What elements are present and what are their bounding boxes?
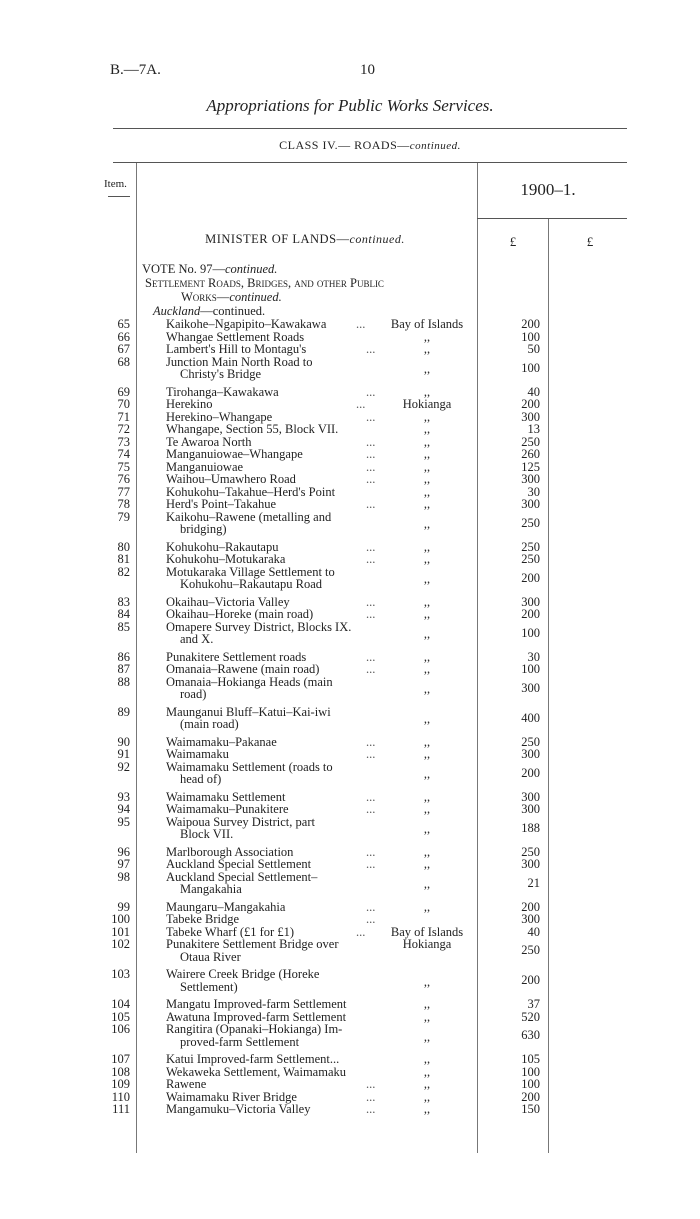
item-description xyxy=(166,748,390,761)
item-column-header: Item. xyxy=(104,178,127,190)
leader-dots: ... xyxy=(366,607,376,621)
leader-dots: ... xyxy=(366,409,376,424)
amount: 100 xyxy=(521,662,540,676)
item-number: 84 xyxy=(117,607,130,621)
description-line: Okaihau–Horeke (main road) xyxy=(166,607,314,621)
item-number: 101 xyxy=(111,924,130,939)
item-description xyxy=(166,1023,390,1048)
district: ,, xyxy=(423,682,431,696)
description-line: Wekaweka Settlement, Waimamaku xyxy=(166,1064,346,1079)
item-description xyxy=(166,473,390,486)
amount: 300 xyxy=(521,409,540,424)
amount: 100 xyxy=(521,329,540,344)
district: ,, xyxy=(423,1052,431,1066)
amount: 300 xyxy=(521,747,540,761)
minister-heading-text: MINISTER OF LANDS— xyxy=(205,232,350,246)
description-line: Manganuiowae xyxy=(166,459,244,474)
amount: 125 xyxy=(521,459,540,474)
item-number: 82 xyxy=(117,564,130,579)
leader-dots: ... xyxy=(366,497,376,511)
description-line: Lambert's Hill to Montagu's xyxy=(166,342,307,356)
item-header-underline xyxy=(108,196,130,197)
description-line: Rangitira (Opanaki–Hokianga) Im- xyxy=(166,1022,343,1036)
leader-dots: ... xyxy=(366,539,376,554)
district: ,, xyxy=(423,1009,431,1024)
district: ,, xyxy=(423,997,431,1011)
item-number: 89 xyxy=(117,704,130,719)
description-continuation: (main road) xyxy=(180,717,239,731)
vote-heading xyxy=(142,262,277,277)
leader-dots: ... xyxy=(366,552,376,566)
district: ,, xyxy=(423,434,431,449)
item-number: 83 xyxy=(117,594,130,609)
amount: 300 xyxy=(521,802,540,816)
item-description xyxy=(166,871,390,896)
item-description xyxy=(166,553,390,566)
description-continuation: Mangakahia xyxy=(180,882,242,896)
amount: 260 xyxy=(521,447,540,461)
item-description xyxy=(166,621,390,646)
document-code: B.—7A. xyxy=(110,62,161,78)
district: ,, xyxy=(423,789,431,804)
amount: 50 xyxy=(527,342,540,356)
item-number: 68 xyxy=(117,354,130,369)
item-description xyxy=(166,998,390,1011)
item-number: 80 xyxy=(117,539,130,554)
item-number: 93 xyxy=(117,789,130,804)
district: ,, xyxy=(423,572,431,586)
region-name: Auckland xyxy=(153,304,201,318)
district: ,, xyxy=(423,857,431,871)
item-number: 71 xyxy=(117,409,130,424)
item-number: 99 xyxy=(117,899,130,914)
description-line: Kohukohu–Takahue–Herd's Point xyxy=(166,484,336,499)
class-title xyxy=(0,138,700,153)
amount: 100 xyxy=(521,1077,540,1091)
district: ,, xyxy=(423,329,431,344)
total-column-rule xyxy=(548,218,549,1153)
item-number: 73 xyxy=(117,434,130,449)
district: Bay of Islands xyxy=(390,317,464,331)
amount: 250 xyxy=(521,844,540,859)
district: ,, xyxy=(423,1029,431,1044)
item-description xyxy=(166,676,390,701)
item-description xyxy=(166,1103,390,1116)
description-line: Mangatu Improved-farm Settlement xyxy=(166,997,347,1011)
item-description xyxy=(166,498,390,511)
item-number: 65 xyxy=(117,317,130,331)
district: ,, xyxy=(423,1102,431,1116)
item-description xyxy=(166,706,390,731)
item-number: 88 xyxy=(117,674,130,689)
amount: 300 xyxy=(521,912,540,926)
description-line: Punakitere Settlement roads xyxy=(166,649,307,664)
amount: 250 xyxy=(521,943,540,958)
item-number: 87 xyxy=(117,662,130,676)
amount: 300 xyxy=(521,857,540,871)
item-description xyxy=(166,343,390,356)
item-number: 110 xyxy=(111,1089,130,1104)
item-number: 102 xyxy=(111,937,130,951)
item-number: 92 xyxy=(117,759,130,774)
district: Hokianga xyxy=(402,397,452,411)
leader-dots: ... xyxy=(366,384,376,399)
item-description xyxy=(166,663,390,676)
district: ,, xyxy=(423,1064,431,1079)
description-line: Waimamaku–Pakanae xyxy=(166,734,277,749)
vote-heading-cont: continued. xyxy=(224,262,278,276)
amount: 100 xyxy=(521,1064,540,1079)
amount: 250 xyxy=(521,515,540,530)
description-line: Manganuiowae–Whangape xyxy=(166,447,303,461)
district: ,, xyxy=(423,734,431,749)
amount: 30 xyxy=(527,484,540,499)
district: ,, xyxy=(423,1089,431,1104)
item-number: 94 xyxy=(117,802,130,816)
amount: 250 xyxy=(521,539,540,554)
description-line: Omapere Survey District, Blocks IX. xyxy=(166,619,352,634)
item-number: 72 xyxy=(117,422,130,436)
description-line: Whangae Settlement Roads xyxy=(166,329,305,344)
section-heading-line2 xyxy=(181,290,282,305)
description-line: Kaikohe–Ngapipito–Kawakawa xyxy=(166,317,327,331)
item-number: 79 xyxy=(117,509,130,524)
item-number: 78 xyxy=(117,497,130,511)
description-line: Waimamaku xyxy=(166,747,229,761)
year-header-underline xyxy=(477,218,627,219)
amount: 300 xyxy=(521,497,540,511)
description-continuation: Otaua River xyxy=(180,949,241,964)
district: ,, xyxy=(423,517,431,531)
description-line: Junction Main North Road to xyxy=(166,354,313,369)
district: Bay of Islands xyxy=(390,924,464,939)
description-continuation: Block VII. xyxy=(180,827,234,841)
amount: 200 xyxy=(521,570,540,585)
leader-dots: ... xyxy=(366,747,376,761)
amount: 200 xyxy=(521,607,540,621)
district: ,, xyxy=(423,974,431,989)
description-line: Auckland Special Settlement– xyxy=(166,869,318,884)
description-continuation: head of) xyxy=(180,772,222,786)
item-number: 66 xyxy=(117,329,130,344)
item-number: 76 xyxy=(117,472,130,486)
item-description xyxy=(166,356,390,381)
description-line: Maungaru–Mangakahia xyxy=(166,899,286,914)
district: ,, xyxy=(423,384,431,399)
leader-dots: ... xyxy=(366,857,376,871)
description-line: Kaikohu–Rawene (metalling and xyxy=(166,509,332,524)
description-line: Waimamaku–Punakitere xyxy=(166,802,289,816)
amount: 40 xyxy=(527,384,540,399)
district: ,, xyxy=(423,422,431,436)
item-description xyxy=(166,938,390,963)
description-continuation: bridging) xyxy=(180,522,227,536)
amount: 250 xyxy=(521,552,540,566)
item-number: 104 xyxy=(111,997,130,1011)
description-line: Tabeke Wharf (£1 for £1) xyxy=(166,924,295,939)
description-line: Tirohanga–Kawakawa xyxy=(166,384,279,399)
amount: 100 xyxy=(521,625,540,640)
amount: 630 xyxy=(521,1028,540,1043)
item-number: 81 xyxy=(117,552,130,566)
item-description xyxy=(166,968,390,993)
description-continuation: proved-farm Settlement xyxy=(180,1034,300,1049)
item-description xyxy=(166,608,390,621)
item-number: 86 xyxy=(117,649,130,664)
item-number: 77 xyxy=(117,484,130,499)
description-line: Wairere Creek Bridge (Horeke xyxy=(166,967,320,981)
item-number: 97 xyxy=(117,857,130,871)
description-line: Punakitere Settlement Bridge over xyxy=(166,937,339,951)
leader-dots: ... xyxy=(366,1102,376,1116)
leader-dots: ... xyxy=(366,912,376,926)
description-line: Herekino–Whangape xyxy=(166,409,273,424)
leader-dots: ... xyxy=(366,734,376,749)
item-description xyxy=(166,448,390,461)
item-number: 69 xyxy=(117,384,130,399)
district: ,, xyxy=(423,552,431,566)
district: ,, xyxy=(423,447,431,461)
currency-symbol-total: £ xyxy=(586,234,594,249)
description-line: Awatuna Improved-farm Settlement xyxy=(166,1009,347,1024)
amount: 200 xyxy=(521,765,540,780)
rule-top xyxy=(113,128,627,129)
leader-dots: ... xyxy=(366,434,376,449)
amount: 250 xyxy=(521,434,540,449)
amount: 40 xyxy=(527,924,540,939)
item-number: 100 xyxy=(111,912,130,926)
amount: 200 xyxy=(521,397,540,411)
amount: 250 xyxy=(521,734,540,749)
description-continuation: Kohukohu–Rakautapu Road xyxy=(180,577,322,591)
description-line: Herekino xyxy=(166,397,213,411)
description-continuation: Settlement) xyxy=(180,979,238,994)
item-description xyxy=(166,511,390,536)
district: ,, xyxy=(423,844,431,859)
description-line: Katui Improved-farm Settlement... xyxy=(166,1052,340,1066)
leader-dots: ... xyxy=(366,649,376,664)
description-line: Okaihau–Victoria Valley xyxy=(166,594,290,609)
amount: 200 xyxy=(521,1089,540,1104)
leader-dots: ... xyxy=(366,662,376,676)
amount: 21 xyxy=(527,875,540,890)
description-line: Waipoua Survey District, part xyxy=(166,814,315,829)
amount: 300 xyxy=(521,472,540,486)
class-title-cont: continued. xyxy=(409,140,461,152)
leader-dots: ... xyxy=(356,397,366,411)
amount: 150 xyxy=(521,1102,540,1116)
district: ,, xyxy=(423,484,431,499)
amount: 200 xyxy=(521,317,540,331)
description-line: Waimamaku Settlement (roads to xyxy=(166,759,333,774)
item-number: 96 xyxy=(117,844,130,859)
leader-dots: ... xyxy=(366,789,376,804)
description-line: Omanaia–Hokianga Heads (main xyxy=(166,674,333,689)
district: ,, xyxy=(423,362,431,376)
district: ,, xyxy=(423,802,431,816)
description-line: Te Awaroa North xyxy=(166,434,252,449)
section-heading-line1: Settlement Roads, Bridges, and other Public xyxy=(145,276,384,290)
amount: 30 xyxy=(527,649,540,664)
section-heading-works: Works— xyxy=(181,290,230,304)
leader-dots: ... xyxy=(366,802,376,816)
item-number: 75 xyxy=(117,459,130,474)
item-description xyxy=(166,423,390,436)
leader-dots: ... xyxy=(366,899,376,914)
district: ,, xyxy=(423,607,431,621)
leader-dots: ... xyxy=(366,1089,376,1104)
item-number: 91 xyxy=(117,747,130,761)
district: ,, xyxy=(423,822,431,836)
item-description xyxy=(166,761,390,786)
description-line: Kohukohu–Rakautapu xyxy=(166,539,279,554)
item-description xyxy=(166,1053,390,1066)
district: ,, xyxy=(423,627,431,641)
amount: 520 xyxy=(521,1009,540,1024)
district: ,, xyxy=(423,712,431,726)
district: ,, xyxy=(423,747,431,761)
description-continuation: and X. xyxy=(180,632,214,646)
district: ,, xyxy=(423,594,431,609)
description-line: Tabeke Bridge xyxy=(166,912,240,926)
amount: 300 xyxy=(521,680,540,695)
rule-table-top xyxy=(113,162,627,163)
district: ,, xyxy=(423,342,431,356)
item-number: 103 xyxy=(111,967,130,981)
item-number: 111 xyxy=(112,1102,130,1116)
description-line: Motukaraka Village Settlement to xyxy=(166,564,335,579)
item-description xyxy=(166,566,390,591)
leader-dots: ... xyxy=(366,1077,376,1091)
item-description xyxy=(166,816,390,841)
description-line: Waimamaku Settlement xyxy=(166,789,286,804)
leader-dots: ... xyxy=(366,594,376,609)
district: ,, xyxy=(423,877,431,891)
amount: 188 xyxy=(521,820,540,835)
amount: 300 xyxy=(521,594,540,609)
district: ,, xyxy=(423,459,431,474)
item-number: 107 xyxy=(111,1052,130,1066)
district: ,, xyxy=(423,662,431,676)
amount: 400 xyxy=(521,710,540,725)
district: ,, xyxy=(423,497,431,511)
description-line: Mangamuku–Victoria Valley xyxy=(166,1102,311,1116)
amount: 200 xyxy=(521,899,540,914)
amount: 100 xyxy=(521,360,540,375)
amount: 37 xyxy=(527,997,540,1011)
item-number: 70 xyxy=(117,397,130,411)
item-number: 90 xyxy=(117,734,130,749)
item-description xyxy=(166,803,390,816)
amount: 105 xyxy=(521,1052,540,1066)
leader-dots: ... xyxy=(356,924,366,939)
description-continuation: Christy's Bridge xyxy=(180,367,262,381)
amount: 13 xyxy=(527,422,540,436)
description-line: Rawene xyxy=(166,1077,207,1091)
amount: 300 xyxy=(521,789,540,804)
item-column-rule xyxy=(136,163,137,1153)
district: Hokianga xyxy=(402,937,452,951)
item-number: 98 xyxy=(117,869,130,884)
item-description xyxy=(166,1078,390,1091)
leader-dots: ... xyxy=(366,447,376,461)
description-line: Whangape, Section 55, Block VII. xyxy=(166,422,339,436)
district: ,, xyxy=(423,899,431,914)
district: ,, xyxy=(423,472,431,486)
description-line: Auckland Special Settlement xyxy=(166,857,312,871)
district: ,, xyxy=(423,409,431,424)
page-number: 10 xyxy=(360,62,375,78)
description-line: Waimamaku River Bridge xyxy=(166,1089,297,1104)
item-number: 95 xyxy=(117,814,130,829)
leader-dots: ... xyxy=(366,459,376,474)
item-number: 74 xyxy=(117,447,130,461)
item-number: 85 xyxy=(117,619,130,634)
description-line: Omanaia–Rawene (main road) xyxy=(166,662,320,676)
leader-dots: ... xyxy=(366,472,376,486)
item-number: 109 xyxy=(111,1077,130,1091)
leader-dots: ... xyxy=(366,342,376,356)
description-line: Kohukohu–Motukaraka xyxy=(166,552,286,566)
leader-dots: ... xyxy=(366,844,376,859)
item-number: 108 xyxy=(111,1064,130,1079)
section-heading-cont: continued. xyxy=(229,290,282,304)
district: ,, xyxy=(423,649,431,664)
year-column-header: 1900–1. xyxy=(520,180,576,199)
vote-heading-text: VOTE No. 97— xyxy=(142,262,225,276)
district: ,, xyxy=(423,767,431,781)
region-cont: —continued. xyxy=(200,304,266,318)
district: ,, xyxy=(423,1077,431,1091)
description-line: Waihou–Umawhero Road xyxy=(166,472,296,486)
leader-dots: ... xyxy=(356,317,366,331)
item-number: 67 xyxy=(117,342,130,356)
amount: 200 xyxy=(521,973,540,988)
item-description xyxy=(166,913,390,926)
minister-heading-cont: continued. xyxy=(349,232,405,246)
description-line: Maunganui Bluff–Katui–Kai-iwi xyxy=(166,704,331,719)
currency-symbol-amount: £ xyxy=(509,234,517,249)
item-number: 105 xyxy=(111,1009,130,1024)
item-description xyxy=(166,858,390,871)
district: ,, xyxy=(423,539,431,554)
document-subtitle: Appropriations for Public Works Services. xyxy=(206,96,494,115)
class-title-text: CLASS IV.— ROADS— xyxy=(279,138,410,152)
minister-heading xyxy=(136,232,474,247)
description-line: Marlborough Association xyxy=(166,844,294,859)
item-number: 106 xyxy=(111,1022,130,1036)
description-line: Herd's Point–Takahue xyxy=(166,497,277,511)
description-continuation: road) xyxy=(180,687,207,701)
